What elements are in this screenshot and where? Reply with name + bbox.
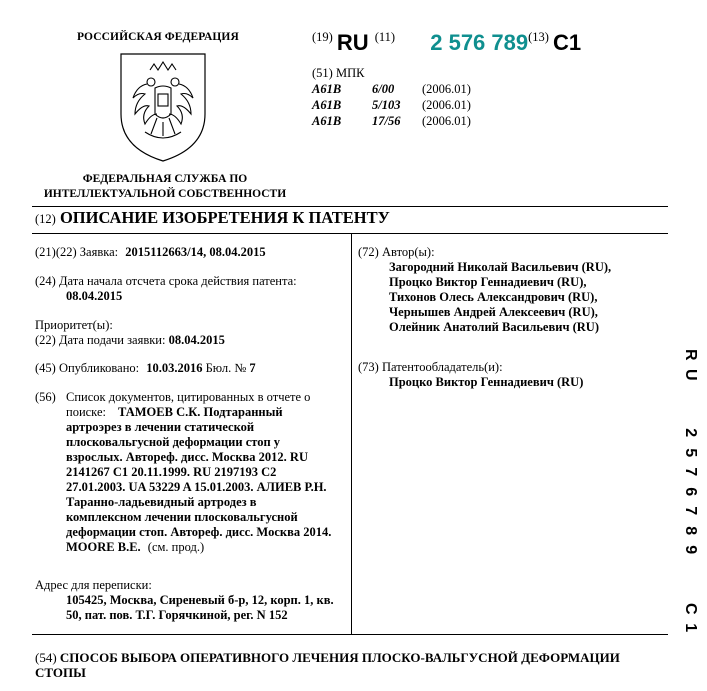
address-field: [35, 578, 345, 623]
citation-line: 27.01.2003. UA 53229 A 15.01.2003. АЛИЕВ Р.Н.: [66, 480, 327, 494]
address-line: 105425, Москва, Сиреневый б-р, 12, корп. 1, кв.: [66, 593, 334, 607]
invention-code: (54): [35, 650, 57, 665]
ipc-block: [312, 65, 471, 129]
authors-field: [358, 245, 668, 335]
owner-field: [358, 360, 668, 390]
invention-title-line2: СТОПЫ: [35, 665, 86, 680]
application-value: 2015112663/14, 08.04.2015: [125, 245, 266, 259]
spine-char: [678, 403, 698, 423]
ipc-label: (51) МПК: [312, 66, 365, 80]
term-start-field: [35, 274, 345, 304]
ipc-version: (2006.01): [422, 98, 471, 112]
ipc-version: (2006.01): [422, 82, 471, 96]
priority-label: Приоритет(ы):: [35, 318, 113, 332]
published-value: 10.03.2016: [146, 361, 203, 375]
authors-code: (72): [358, 245, 379, 259]
spine-char: [678, 579, 698, 599]
spine-char: U: [681, 368, 699, 381]
term-code: (24): [35, 274, 56, 288]
published-label: Опубликовано:: [58, 361, 140, 375]
spine-char: R: [681, 348, 699, 361]
patent-number: 2 576 789: [430, 30, 529, 55]
citations-label: Список документов, цитированных в отчете о поиске:: [66, 390, 311, 419]
owner-name: Процко Виктор Геннадиевич (RU): [389, 375, 584, 389]
address-line: 50, пат. пов. Т.Г. Горячкиной, рег. N 152: [66, 608, 288, 622]
author-name: Загородний Николай Васильевич (RU),: [389, 260, 612, 274]
application-code: (21)(22) Заявка:: [35, 245, 119, 259]
ipc-row: [312, 97, 471, 113]
federal-service-name: ФЕДЕРАЛЬНАЯ СЛУЖБА ПО ИНТЕЛЛЕКТУАЛЬНОЙ СОБСТВЕННОСТИ: [43, 173, 287, 200]
authors-label: Автор(ы):: [381, 245, 435, 259]
spine-char: 5: [681, 447, 699, 457]
citation-line: ТАМОЕВ С.К. Подтаранный: [118, 405, 283, 419]
spine-patent-number: [678, 345, 698, 638]
term-value: 08.04.2015: [66, 289, 123, 303]
ipc-class: A61B: [312, 98, 342, 112]
spine-char: 2: [681, 428, 699, 438]
citation-line: взрослых. Автореф. дисс. Москва 2012. RU: [66, 450, 308, 464]
ipc-group: 6/00: [372, 82, 395, 96]
author-name: Тихонов Олесь Александрович (RU),: [389, 290, 598, 304]
code-11: (11): [374, 30, 396, 44]
citation-line: MOORE B.E.: [66, 540, 141, 554]
spine-char: 1: [681, 623, 699, 633]
title-text: ОПИСАНИЕ ИЗОБРЕТЕНИЯ К ПАТЕНТУ: [59, 208, 390, 227]
ipc-group: 17/56: [372, 114, 401, 128]
citations-code: (56): [35, 390, 56, 404]
title-code: (12): [35, 212, 56, 226]
spine-char: C: [681, 602, 699, 615]
country-name: РОССИЙСКАЯ ФЕДЕРАЦИЯ: [77, 31, 239, 43]
published-code: (45): [35, 361, 56, 375]
ipc-class: A61B: [312, 82, 342, 96]
owner-code: (73): [358, 360, 379, 374]
citation-line: артроэрез в лечении статической: [66, 420, 255, 434]
citation-line: плосковальгусной деформации стоп у: [66, 435, 281, 449]
coat-of-arms-emblem-icon: [117, 52, 209, 163]
address-label: Адрес для переписки:: [35, 578, 152, 592]
published-field: [35, 361, 345, 376]
author-name: Процко Виктор Геннадиевич (RU),: [389, 275, 587, 289]
bulletin-value: 7: [249, 361, 256, 375]
ipc-class: A61B: [312, 114, 342, 128]
spine-char: 9: [681, 545, 699, 555]
title-rule: [32, 233, 668, 234]
spine-char: [678, 384, 698, 404]
citation-line: комплексном лечении плосковальгусной: [66, 510, 298, 524]
ipc-row: [312, 113, 471, 129]
document-title: [35, 210, 390, 227]
ipc-group: 5/103: [372, 98, 401, 112]
priority-field: [35, 318, 345, 348]
citation-line: деформации стоп. Автореф. дисс. Москва 2014.: [66, 525, 332, 539]
citation-line: 2141267 C1 20.11.1999. RU 2197193 C2: [66, 465, 277, 479]
spine-char: [678, 559, 698, 579]
spine-char: 8: [681, 525, 699, 535]
filing-label: Дата подачи заявки:: [58, 333, 166, 347]
citations-continued: (см. прод.): [147, 540, 205, 554]
column-divider: [351, 233, 352, 634]
country-code: RU: [336, 30, 369, 55]
spine-char: 7: [681, 506, 699, 516]
author-name: Чернышев Андрей Алексеевич (RU),: [389, 305, 598, 319]
citation-line: Таранно-ладьевидный артродез в: [66, 495, 257, 509]
ipc-row: [312, 81, 471, 97]
filing-value: 08.04.2015: [168, 333, 225, 347]
citations-text: [66, 420, 351, 555]
top-rule: [32, 206, 668, 207]
spine-char: 7: [681, 467, 699, 477]
owner-label: Патентообладатель(и):: [381, 360, 503, 374]
ipc-version: (2006.01): [422, 114, 471, 128]
code-19: (19): [312, 30, 333, 44]
application-field: [35, 245, 345, 260]
invention-title: [35, 650, 675, 680]
code-13: (13): [528, 30, 549, 44]
priority-code: (22): [35, 333, 56, 347]
invention-title-line1: СПОСОБ ВЫБОРА ОПЕРАТИВНОГО ЛЕЧЕНИЯ ПЛОСКО-ВАЛЬГУСНОЙ ДЕФОРМАЦИИ: [59, 650, 620, 665]
kind-code: C1: [552, 30, 582, 55]
bulletin-label: Бюл. №: [205, 361, 247, 375]
term-label: Дата начала отсчета срока действия патента:: [58, 274, 297, 288]
spine-char: 6: [681, 486, 699, 496]
author-name: Олейник Анатолий Васильевич (RU): [389, 320, 599, 334]
bottom-rule: [32, 634, 668, 635]
patent-header: [312, 30, 581, 60]
